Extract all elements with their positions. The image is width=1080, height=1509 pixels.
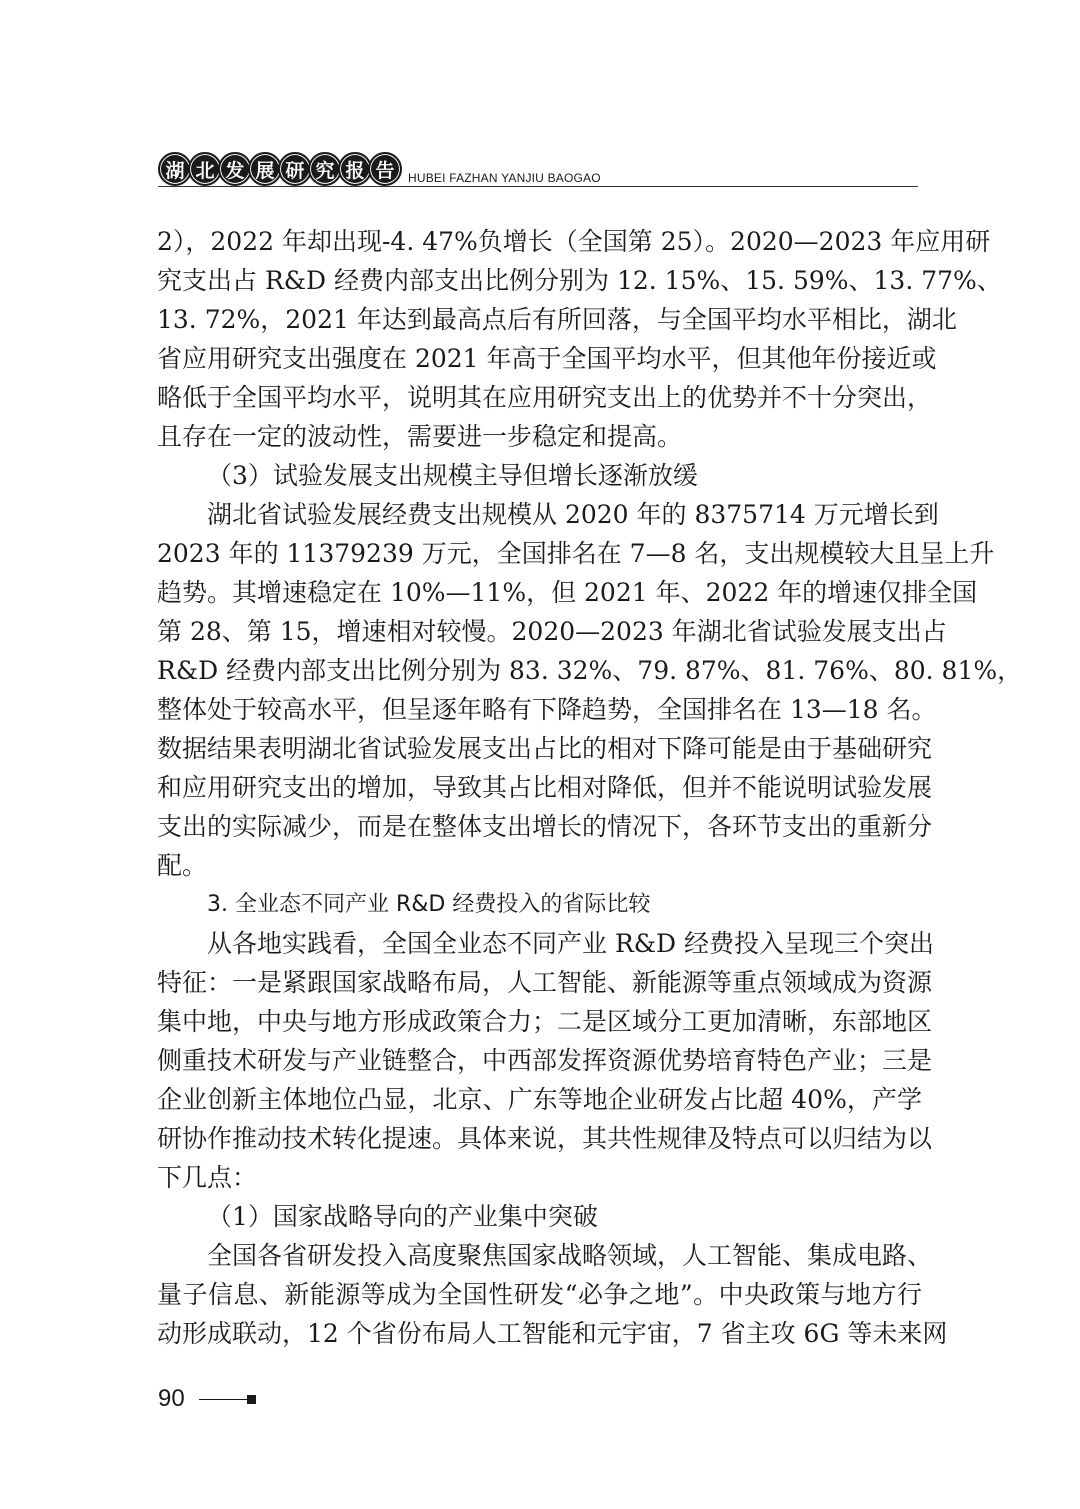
page-number: 90: [158, 1385, 185, 1412]
text-line: 且存在一定的波动性，需要进一步稳定和提高。: [157, 422, 683, 451]
text-line: 2），2022 年却出现-4. 47%负增长（全国第 25）。2020—2023 年应用研: [157, 227, 991, 256]
text-line: 13. 72%，2021 年达到最高点后有所回落，与全国平均水平相比，湖北: [157, 305, 957, 334]
text-line: R&D 经费内部支出比例分别为 83. 32%、79. 87%、81. 76%、80. 81%，: [157, 656, 1023, 685]
body-text: [157, 222, 1023, 1353]
section-heading: （1）国家战略导向的产业集中突破: [207, 1202, 598, 1231]
page-footer: [158, 1385, 256, 1413]
running-header: [158, 152, 918, 187]
text-line: 整体处于较高水平，但呈逐年略有下降趋势，全国排名在 13—18 名。: [157, 695, 937, 724]
text-line: 下几点：: [157, 1163, 258, 1192]
text-line: 趋势。其增速稳定在 10%—11%，但 2021 年、2022 年的增速仅排全国: [157, 578, 978, 607]
text-line: 企业创新主体地位凸显，北京、广东等地企业研发占比超 40%，产学: [157, 1085, 922, 1114]
header-brand: [158, 152, 601, 186]
header-title-char: 湖: [158, 152, 192, 186]
text-line: 省应用研究支出强度在 2021 年高于全国平均水平，但其他年份接近或: [157, 344, 937, 373]
text-line: 湖北省试验发展经费支出规模从 2020 年的 8375714 万元增长到: [207, 500, 939, 529]
header-title-char: 北: [188, 152, 222, 186]
text-line: 第 28、第 15，增速相对较慢。2020—2023 年湖北省试验发展支出占: [157, 617, 947, 646]
footer-rule: [199, 1399, 247, 1400]
header-title-char: 告: [368, 152, 402, 186]
header-title-char: 研: [278, 152, 312, 186]
text-line: 究支出占 R&D 经费内部支出比例分别为 12. 15%、15. 59%、13. 77%、: [157, 266, 1002, 295]
text-line: 2023 年的 11379239 万元，全国排名在 7—8 名，支出规模较大且呈上升: [157, 539, 995, 568]
text-line: 动形成联动，12 个省份布局人工智能和元宇宙，7 省主攻 6G 等未来网: [157, 1319, 948, 1348]
text-line: 从各地实践看，全国全业态不同产业 R&D 经费投入呈现三个突出: [207, 929, 935, 958]
text-line: 集中地，中央与地方形成政策合力；二是区域分工更加清晰，东部地区: [157, 1007, 933, 1036]
text-line: 特征：一是紧跟国家战略布局，人工智能、新能源等重点领域成为资源: [157, 968, 933, 997]
footer-square-icon: [247, 1395, 256, 1404]
text-line: 略低于全国平均水平，说明其在应用研究支出上的优势并不十分突出，: [157, 383, 933, 412]
text-line: 和应用研究支出的增加，导致其占比相对降低，但并不能说明试验发展: [157, 773, 933, 802]
text-line: 侧重技术研发与产业链整合，中西部发挥资源优势培育特色产业；三是: [157, 1046, 933, 1075]
header-title-char: 究: [308, 152, 342, 186]
section-heading: （3）试验发展支出规模主导但增长逐渐放缓: [207, 461, 698, 490]
header-title-english: HUBEI FAZHAN YANJIU BAOGAO: [408, 171, 601, 185]
text-line: 研协作推动技术转化提速。具体来说，其共性规律及特点可以归结为以: [157, 1124, 933, 1153]
section-heading: 3. 全业态不同产业 R&D 经费投入的省际比较: [207, 892, 651, 917]
text-line: 配。: [157, 851, 208, 880]
header-title-char: 展: [248, 152, 282, 186]
header-title-char: 发: [218, 152, 252, 186]
header-title-char: 报: [338, 152, 372, 186]
text-line: 量子信息、新能源等成为全国性研发“必争之地”。中央政策与地方行: [157, 1280, 922, 1309]
text-line: 支出的实际减少，而是在整体支出增长的情况下，各环节支出的重新分: [157, 812, 933, 841]
text-line: 数据结果表明湖北省试验发展支出占比的相对下降可能是由于基础研究: [157, 734, 933, 763]
text-line: 全国各省研发投入高度聚焦国家战略领域，人工智能、集成电路、: [207, 1241, 933, 1270]
